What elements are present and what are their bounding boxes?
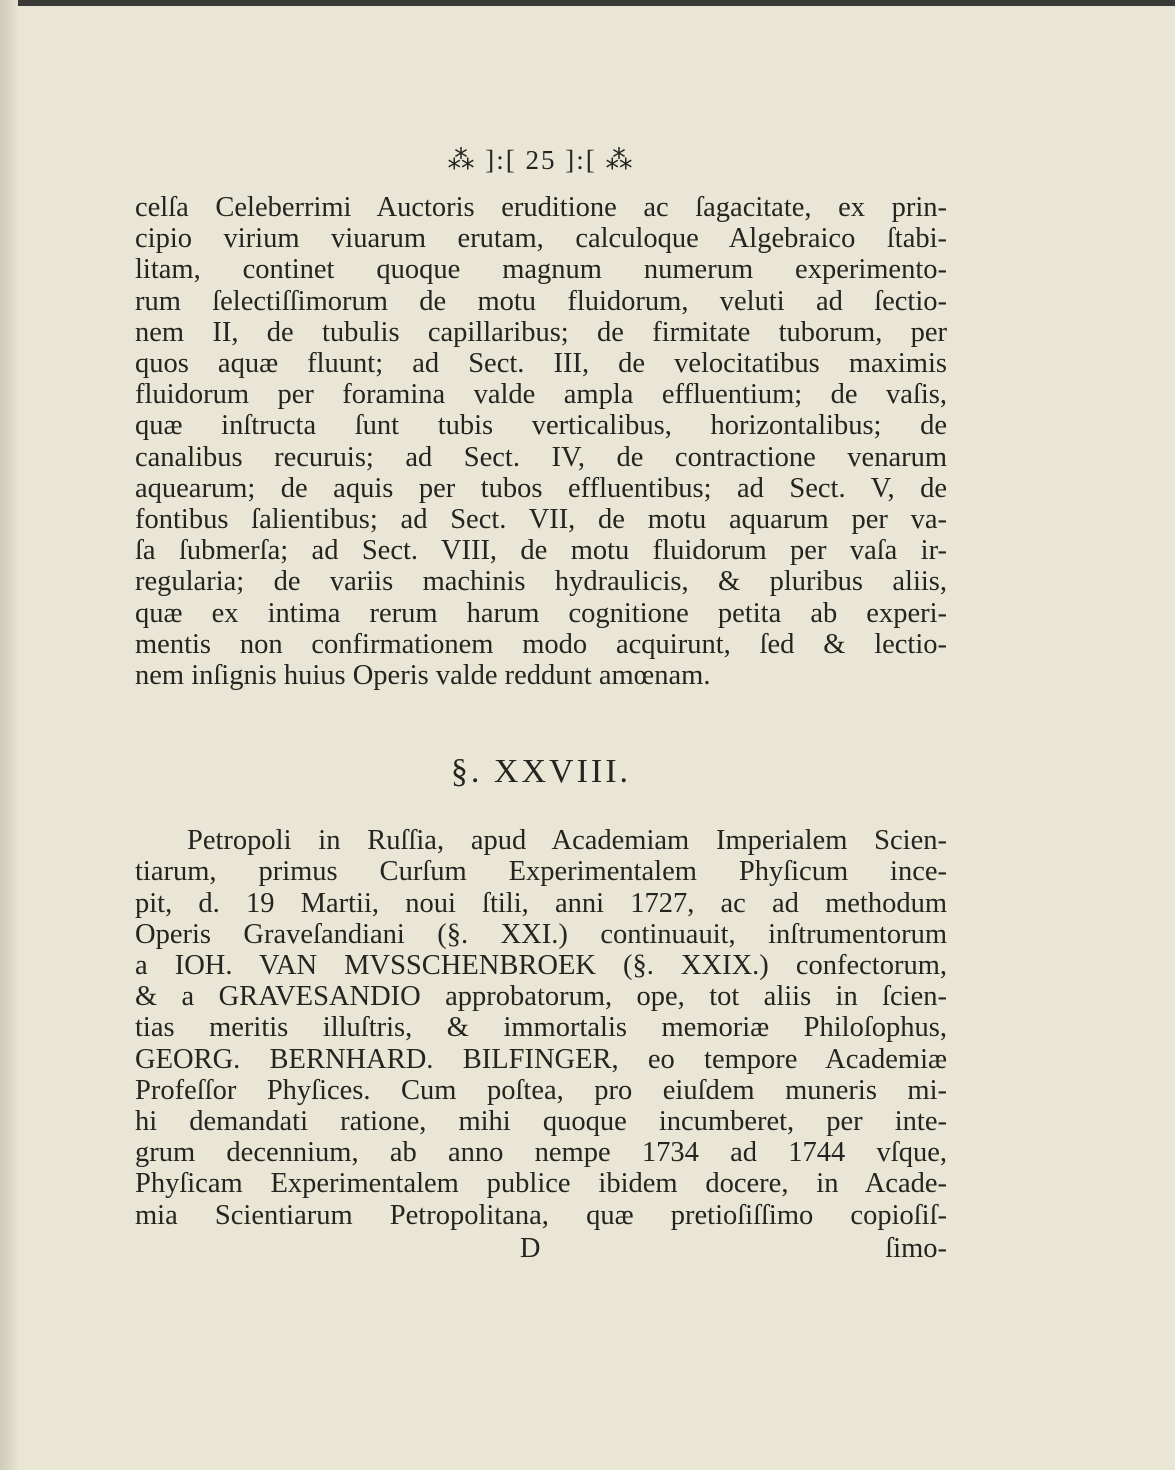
text-line: grum decennium, ab anno nempe 1734 ad 1744 vſque, xyxy=(135,1137,947,1169)
section-heading: §. XXVIII. xyxy=(450,753,632,791)
text-line: Petropoli in Ruſſia, apud Academiam Imperialem Scien- xyxy=(187,825,947,857)
catchword: ſimo- xyxy=(885,1232,947,1264)
book-page xyxy=(135,140,947,1264)
text-line: quæ ex intima rerum harum cognitione petita ab experi- xyxy=(135,597,947,629)
text-line: rum ſelectiſſimorum de motu fluidorum, veluti ad ſectio- xyxy=(135,285,947,317)
text-line: aquearum; de aquis per tubos effluentibus; ad Sect. V, de xyxy=(135,472,947,504)
page-top-edge xyxy=(0,0,1175,6)
text-line: litam, continet quoque magnum numerum experimento- xyxy=(135,254,947,286)
text-line: GEORG. BERNHARD. BILFINGER, eo tempore Academiæ xyxy=(135,1043,947,1075)
text-line: ſa ſubmerſa; ad Sect. VIII, de motu fluidorum per vaſa ir- xyxy=(135,535,947,567)
text-line: Profeſſor Phyſices. Cum poſtea, pro eiuſdem muneris mi- xyxy=(135,1074,947,1106)
text-line: quæ inſtructa ſunt tubis verticalibus, horizontalibus; de xyxy=(135,410,947,442)
text-line: nem inſignis huius Operis valde reddunt amœnam. xyxy=(135,660,711,692)
text-line: regularia; de variis machinis hydraulicis, & pluribus aliis, xyxy=(135,566,947,598)
text-line: nem II, de tubulis capillaribus; de firmitate tuborum, per xyxy=(135,316,947,348)
text-line: celſa Celeberrimi Auctoris eruditione ac ſagacitate, ex prin- xyxy=(135,192,947,223)
text-line: fontibus ſalientibus; ad Sect. VII, de motu aquarum per va- xyxy=(135,504,947,536)
text-line: Phyſicam Experimentalem publice ibidem docere, in Acade- xyxy=(135,1168,947,1200)
paragraph-2 xyxy=(135,825,947,1231)
running-head: ⁂ ]:[ 25 ]:[ ⁂ xyxy=(447,145,635,175)
text-line: tias meritis illuſtris, & immortalis memoriæ Philoſophus, xyxy=(135,1012,947,1044)
text-line: a IOH. VAN MVSSCHENBROEK (§. XXIX.) confectorum, xyxy=(135,950,947,982)
text-line: cipio virium viuarum erutam, calculoque Algebraico ſtabi- xyxy=(135,223,947,255)
text-line: Operis Graveſandiani (§. XXI.) continuauit, inſtrumentorum xyxy=(135,918,947,950)
text-line: hi demandati ratione, mihi quoque incumberet, per inte- xyxy=(135,1106,947,1138)
text-line: fluidorum per foramina valde ampla effluentium; de vaſis, xyxy=(135,379,947,411)
text-line: pit, d. 19 Martii, noui ſtili, anni 1727, ac ad methodum xyxy=(135,887,947,919)
text-line: quos aquæ fluunt; ad Sect. III, de velocitatibus maximis xyxy=(135,348,947,380)
text-line: canalibus recuruis; ad Sect. IV, de contractione venarum xyxy=(135,441,947,473)
page-footer xyxy=(135,1233,947,1264)
page-gutter xyxy=(0,0,18,1470)
text-line: & a GRAVESANDIO approbatorum, ope, tot aliis in ſcien- xyxy=(135,981,947,1013)
text-line: mentis non confirmationem modo acquirunt, ſed & lectio- xyxy=(135,628,947,660)
text-line: mia Scientiarum Petropolitana, quæ pretioſiſſimo copioſiſ- xyxy=(135,1199,947,1231)
text-line: tiarum, primus Curſum Experimentalem Phyſicum ince- xyxy=(135,856,947,888)
signature-mark: D xyxy=(519,1232,541,1264)
paragraph-1 xyxy=(135,192,947,691)
